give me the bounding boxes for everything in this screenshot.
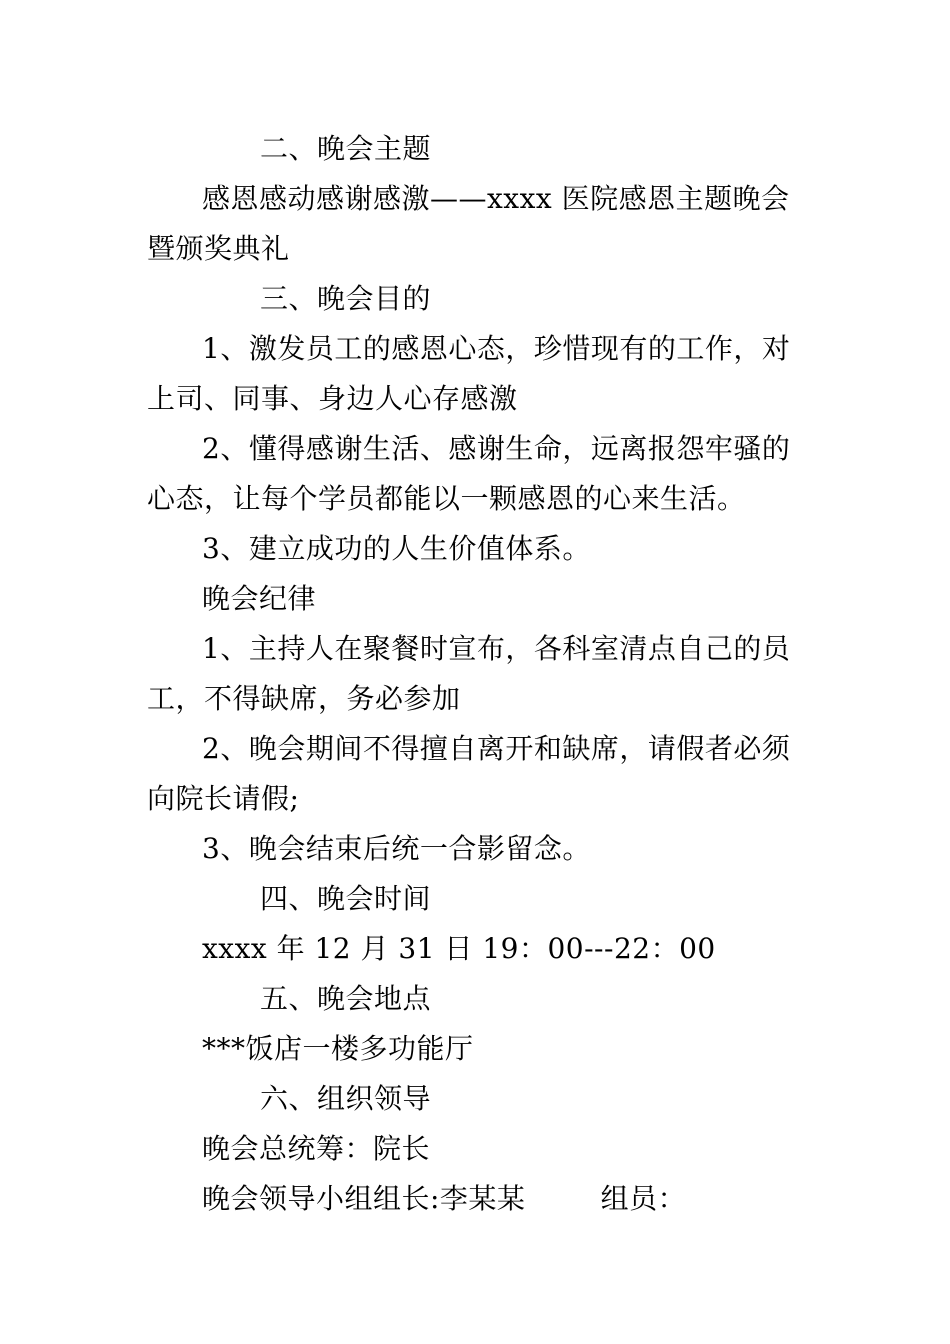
paragraph-line: 晚会领导小组组长:李某某 组员： <box>202 1182 687 1215</box>
paragraph-line: 上司、同事、身边人心存感激 <box>147 382 518 415</box>
paragraph-line: 心态，让每个学员都能以一颗感恩的心来生活。 <box>147 482 746 515</box>
section-heading-leadership: 六、组织领导 <box>260 1082 432 1115</box>
paragraph-line: 向院长请假; <box>147 782 300 815</box>
paragraph-line: 晚会总统筹：院长 <box>202 1132 431 1165</box>
paragraph-line: 1、激发员工的感恩心态，珍惜现有的工作，对 <box>202 332 791 365</box>
paragraph-line: 感恩感动感谢感激——xxxx 医院感恩主题晚会 <box>202 182 790 215</box>
section-heading-discipline: 晚会纪律 <box>202 582 317 615</box>
section-heading-time: 四、晚会时间 <box>260 882 432 915</box>
paragraph-line: 2、晚会期间不得擅自离开和缺席，请假者必须 <box>202 732 791 765</box>
paragraph-line: 1、主持人在聚餐时宣布，各科室清点自己的员 <box>202 632 791 665</box>
paragraph-line: ***饭店一楼多功能厅 <box>202 1032 474 1065</box>
section-heading-purpose: 三、晚会目的 <box>260 282 432 315</box>
paragraph-line: 2、懂得感谢生活、感谢生命，远离报怨牢骚的 <box>202 432 791 465</box>
section-heading-location: 五、晚会地点 <box>260 982 432 1015</box>
paragraph-line: 3、晚会结束后统一合影留念。 <box>202 832 591 865</box>
section-heading-theme: 二、晚会主题 <box>260 132 432 165</box>
paragraph-line: 3、建立成功的人生价值体系。 <box>202 532 591 565</box>
paragraph-line: 暨颁奖典礼 <box>147 232 290 265</box>
paragraph-line: 工，不得缺席，务必参加 <box>147 682 461 715</box>
paragraph-line: xxxx 年 12 月 31 日 19：00---22：00 <box>202 932 716 965</box>
